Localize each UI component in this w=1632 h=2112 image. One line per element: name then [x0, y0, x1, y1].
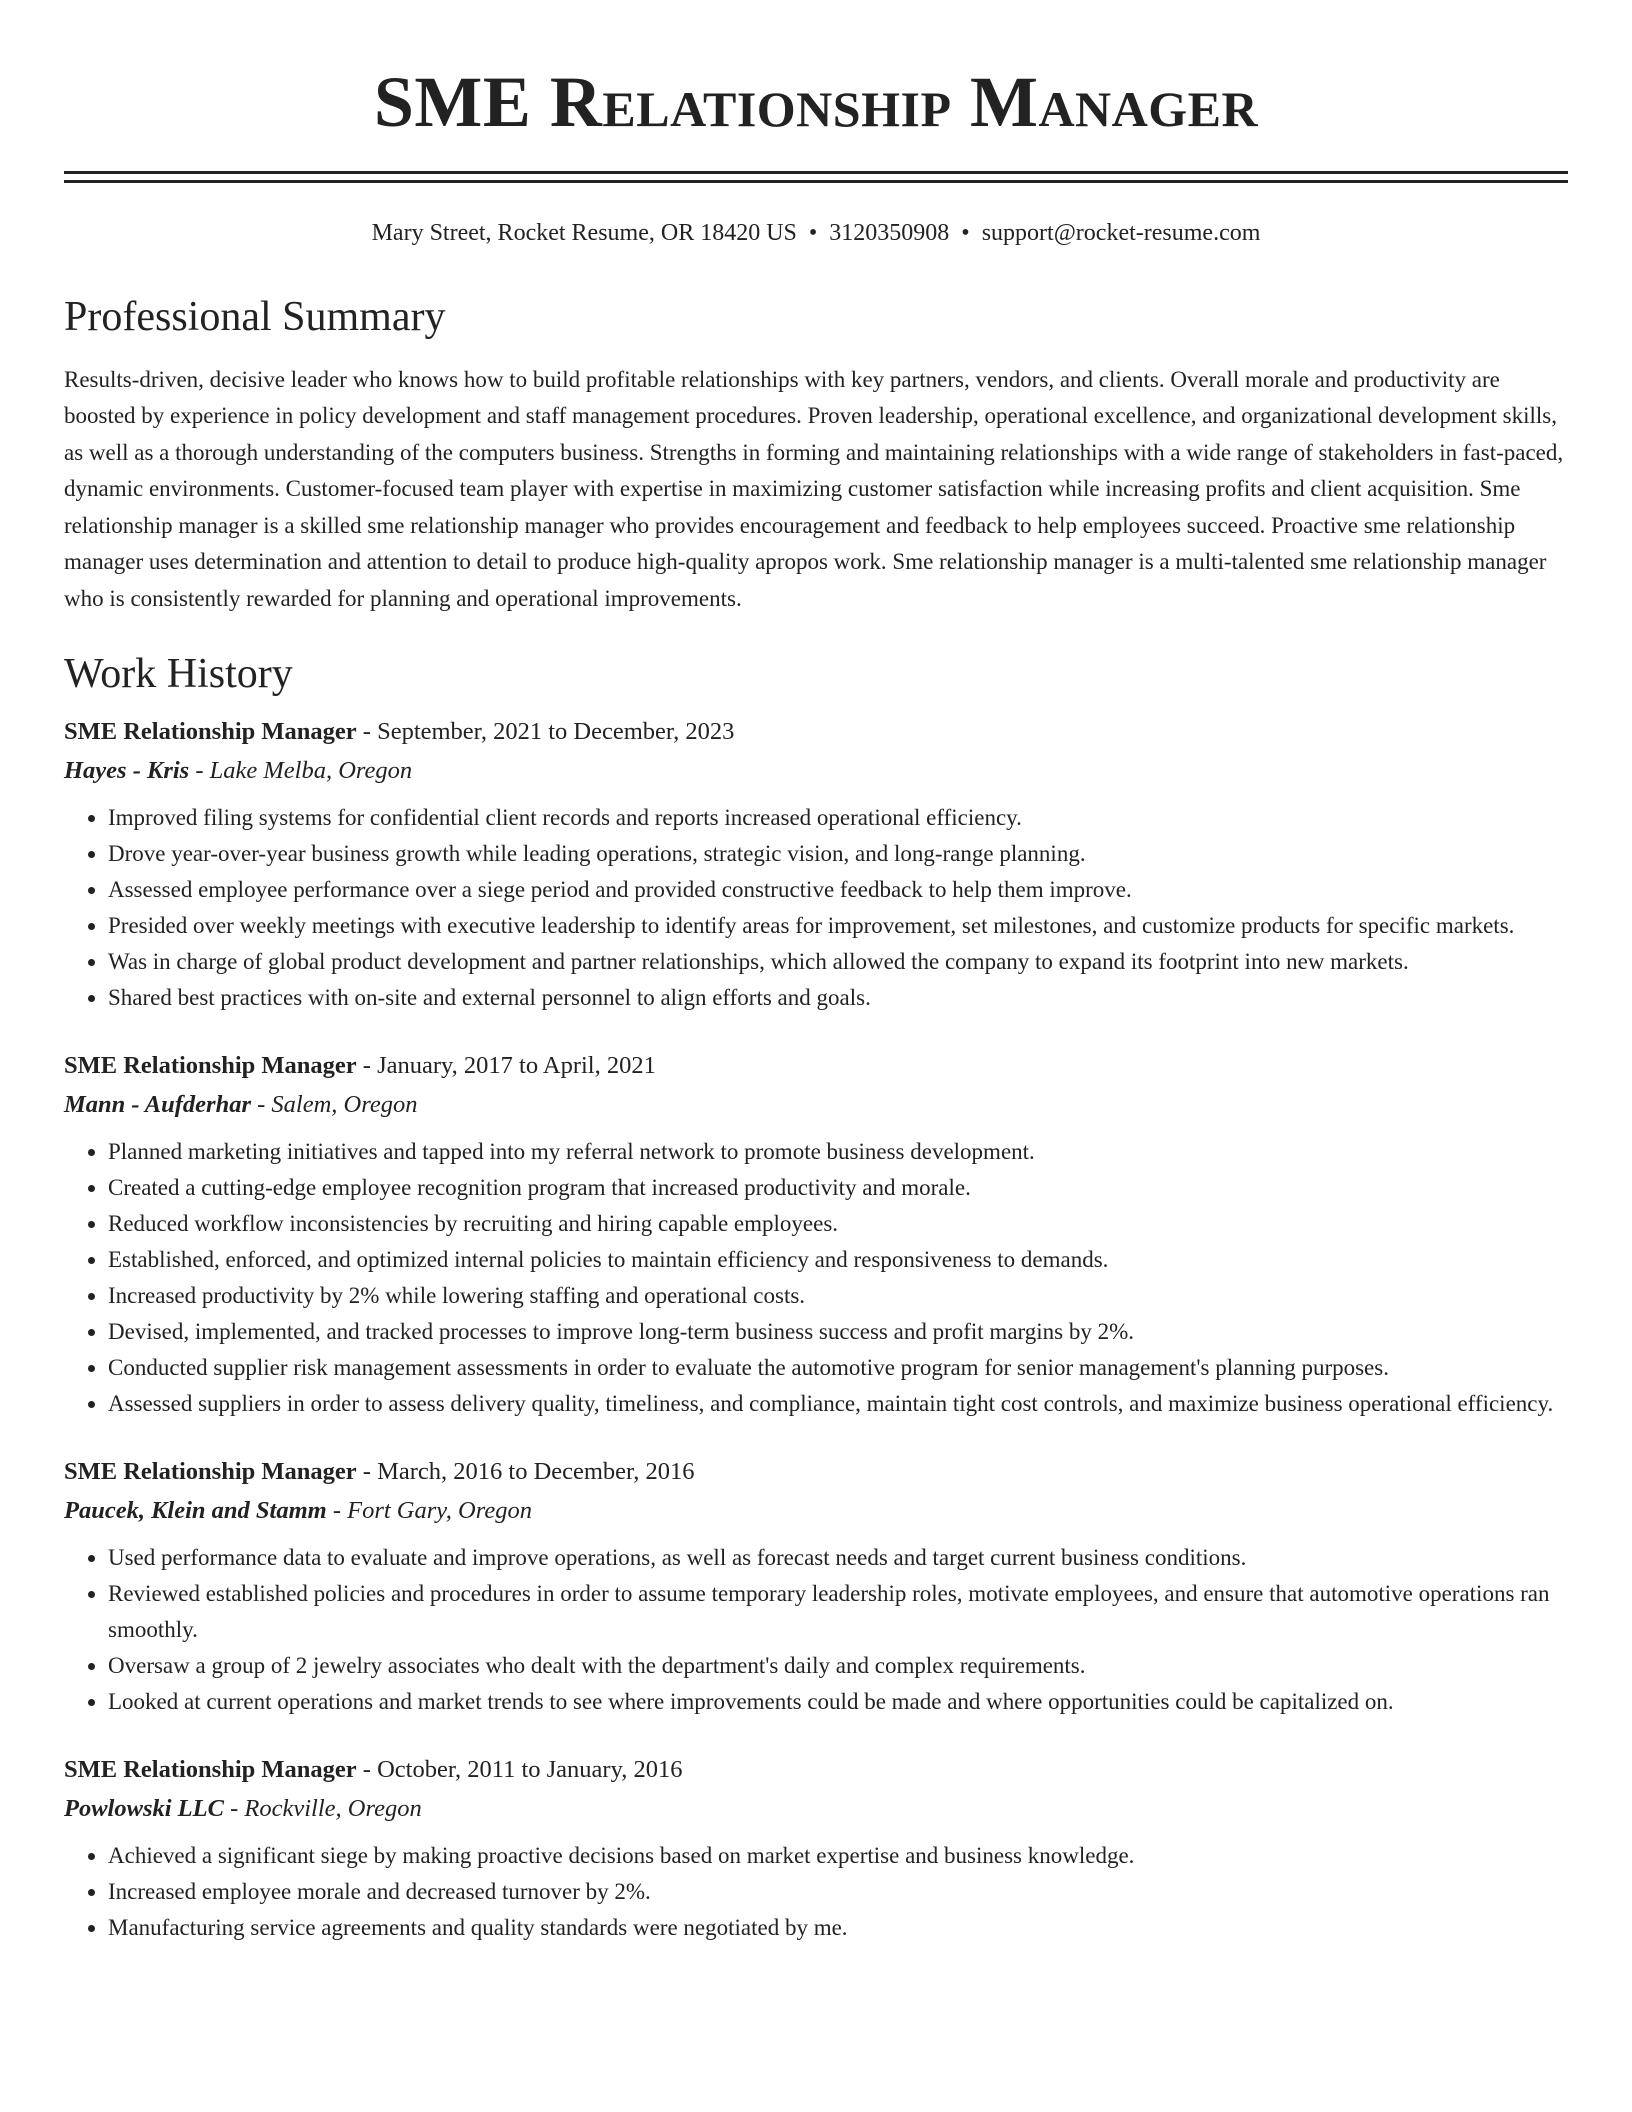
contact-separator: • — [961, 220, 970, 246]
job-bullets — [64, 1540, 1568, 1720]
job-bullet: • Was in charge of global product development and partner relationships, which allowed the company to expand its footprint into new markets. — [108, 944, 1568, 980]
job-location: - Rockville, Oregon — [223, 1794, 422, 1822]
job-bullet: • Presided over weekly meetings with executive leadership to identify areas for improvement, set milestones, and customize products for specific markets. — [108, 908, 1568, 944]
work-history-list — [64, 712, 1568, 1946]
contact-address: Mary Street, Rocket Resume, OR 18420 US — [371, 220, 797, 246]
job-dates: - September, 2021 to December, 2023 — [356, 717, 735, 745]
job-bullet: • Shared best practices with on-site and external personnel to align efforts and goals. — [108, 980, 1568, 1016]
job-spacer — [64, 1016, 1568, 1046]
job-dates: - March, 2016 to December, 2016 — [356, 1457, 695, 1485]
job-bullet: • Drove year-over-year business growth while leading operations, strategic vision, and long-range planning. — [108, 836, 1568, 872]
job-bullet: • Manufacturing service agreements and quality standards were negotiated by me. — [108, 1910, 1568, 1946]
contact-line — [64, 219, 1568, 248]
job-header — [64, 1750, 1568, 1789]
job-role: SME Relationship Manager — [64, 1051, 357, 1079]
job-company-line — [64, 1789, 1568, 1828]
summary-text: Results-driven, decisive leader who knows how to build profitable relationships with key partners, vendors, and clients. Overall morale and productivity are boosted by experience in policy development and staff management procedures. Proven leadership, operational excellence, and organizational development skills, as well as a thorough understanding of the computers business. Strengths in forming and maintaining relationships with a wide range of stakeholders in fast-paced, dynamic environments. Customer-focused team player with expertise in maximizing customer satisfaction while increasing profits and client acquisition. Sme relationship manager is a skilled sme relationship manager who provides encouragement and feedback to help employees succeed. Proactive sme relationship manager uses determination and attention to detail to produce high-quality apropos work. Sme relationship manager is a multi-talented sme relationship manager who is consistently rewarded for planning and operational improvements. — [64, 366, 1564, 611]
job-bullet: • Assessed suppliers in order to assess delivery quality, timeliness, and compliance, maintain tight cost controls, and maximize business operational efficiency. — [108, 1386, 1568, 1422]
contact-phone: 3120350908 — [829, 220, 950, 246]
job-company-line — [64, 1491, 1568, 1530]
job-spacer — [64, 1720, 1568, 1750]
job-bullet: • Achieved a significant siege by making proactive decisions based on market expertise and business knowledge. — [108, 1838, 1568, 1874]
job-bullet: • Established, enforced, and optimized internal policies to maintain efficiency and responsiveness to demands. — [108, 1242, 1568, 1278]
job-entry — [64, 1452, 1568, 1720]
job-dates: - January, 2017 to April, 2021 — [356, 1051, 656, 1079]
header-divider-thick — [64, 171, 1568, 174]
job-entry — [64, 1750, 1568, 1946]
job-location: - Salem, Oregon — [250, 1090, 418, 1118]
job-location: - Lake Melba, Oregon — [189, 756, 413, 784]
job-bullet: • Planned marketing initiatives and tapped into my referral network to promote business development. — [108, 1134, 1568, 1170]
job-role: SME Relationship Manager — [64, 717, 357, 745]
job-bullets — [64, 1134, 1568, 1422]
job-company: Powlowski LLC — [64, 1794, 224, 1822]
job-bullet: • Looked at current operations and market trends to see where improvements could be made and where opportunities could be capitalized on. — [108, 1684, 1568, 1720]
job-spacer — [64, 1422, 1568, 1452]
job-bullets — [64, 800, 1568, 1016]
job-company-line — [64, 751, 1568, 790]
job-company: Hayes - Kris — [64, 756, 190, 784]
job-header — [64, 1046, 1568, 1085]
job-entry — [64, 1046, 1568, 1422]
job-role: SME Relationship Manager — [64, 1457, 357, 1485]
job-header — [64, 1452, 1568, 1491]
job-entry — [64, 712, 1568, 1016]
job-company: Mann - Aufderhar — [64, 1090, 251, 1118]
job-bullet: • Reviewed established policies and procedures in order to assume temporary leadership roles, motivate employees, and ensure that automotive operations ran smoothly. — [108, 1576, 1568, 1648]
job-dates: - October, 2011 to January, 2016 — [356, 1755, 683, 1783]
job-bullet: • Conducted supplier risk management assessments in order to evaluate the automotive program for senior management's planning purposes. — [108, 1350, 1568, 1386]
job-bullets — [64, 1838, 1568, 1946]
resume-page — [64, 0, 1568, 1946]
contact-email: support@rocket-resume.com — [981, 220, 1261, 246]
job-bullet: • Increased employee morale and decreased turnover by 2%. — [108, 1874, 1568, 1910]
job-header — [64, 712, 1568, 751]
job-bullet: • Used performance data to evaluate and improve operations, as well as forecast needs and target current business conditions. — [108, 1540, 1568, 1576]
job-bullet: • Created a cutting-edge employee recognition program that increased productivity and morale. — [108, 1170, 1568, 1206]
section-title-work-history: Work History — [64, 651, 293, 698]
contact-separator: • — [808, 220, 818, 246]
job-bullet: • Oversaw a group of 2 jewelry associates who dealt with the department's daily and complex requirements. — [108, 1648, 1568, 1684]
resume-name-title: SME Relationship Manager — [373, 62, 1259, 142]
job-company: Paucek, Klein and Stamm — [64, 1496, 327, 1524]
job-bullet: • Reduced workflow inconsistencies by recruiting and hiring capable employees. — [108, 1206, 1568, 1242]
job-bullet: • Devised, implemented, and tracked processes to improve long-term business success and profit margins by 2%. — [108, 1314, 1568, 1350]
job-bullet: • Increased productivity by 2% while lowering staffing and operational costs. — [108, 1278, 1568, 1314]
job-company-line — [64, 1085, 1568, 1124]
header-divider-thin — [64, 180, 1568, 183]
job-role: SME Relationship Manager — [64, 1755, 357, 1783]
job-bullet: • Improved filing systems for confidential client records and reports increased operational efficiency. — [108, 800, 1568, 836]
job-bullet: • Assessed employee performance over a siege period and provided constructive feedback to help them improve. — [108, 872, 1568, 908]
section-title-summary: Professional Summary — [64, 293, 446, 340]
job-location: - Fort Gary, Oregon — [326, 1496, 533, 1524]
